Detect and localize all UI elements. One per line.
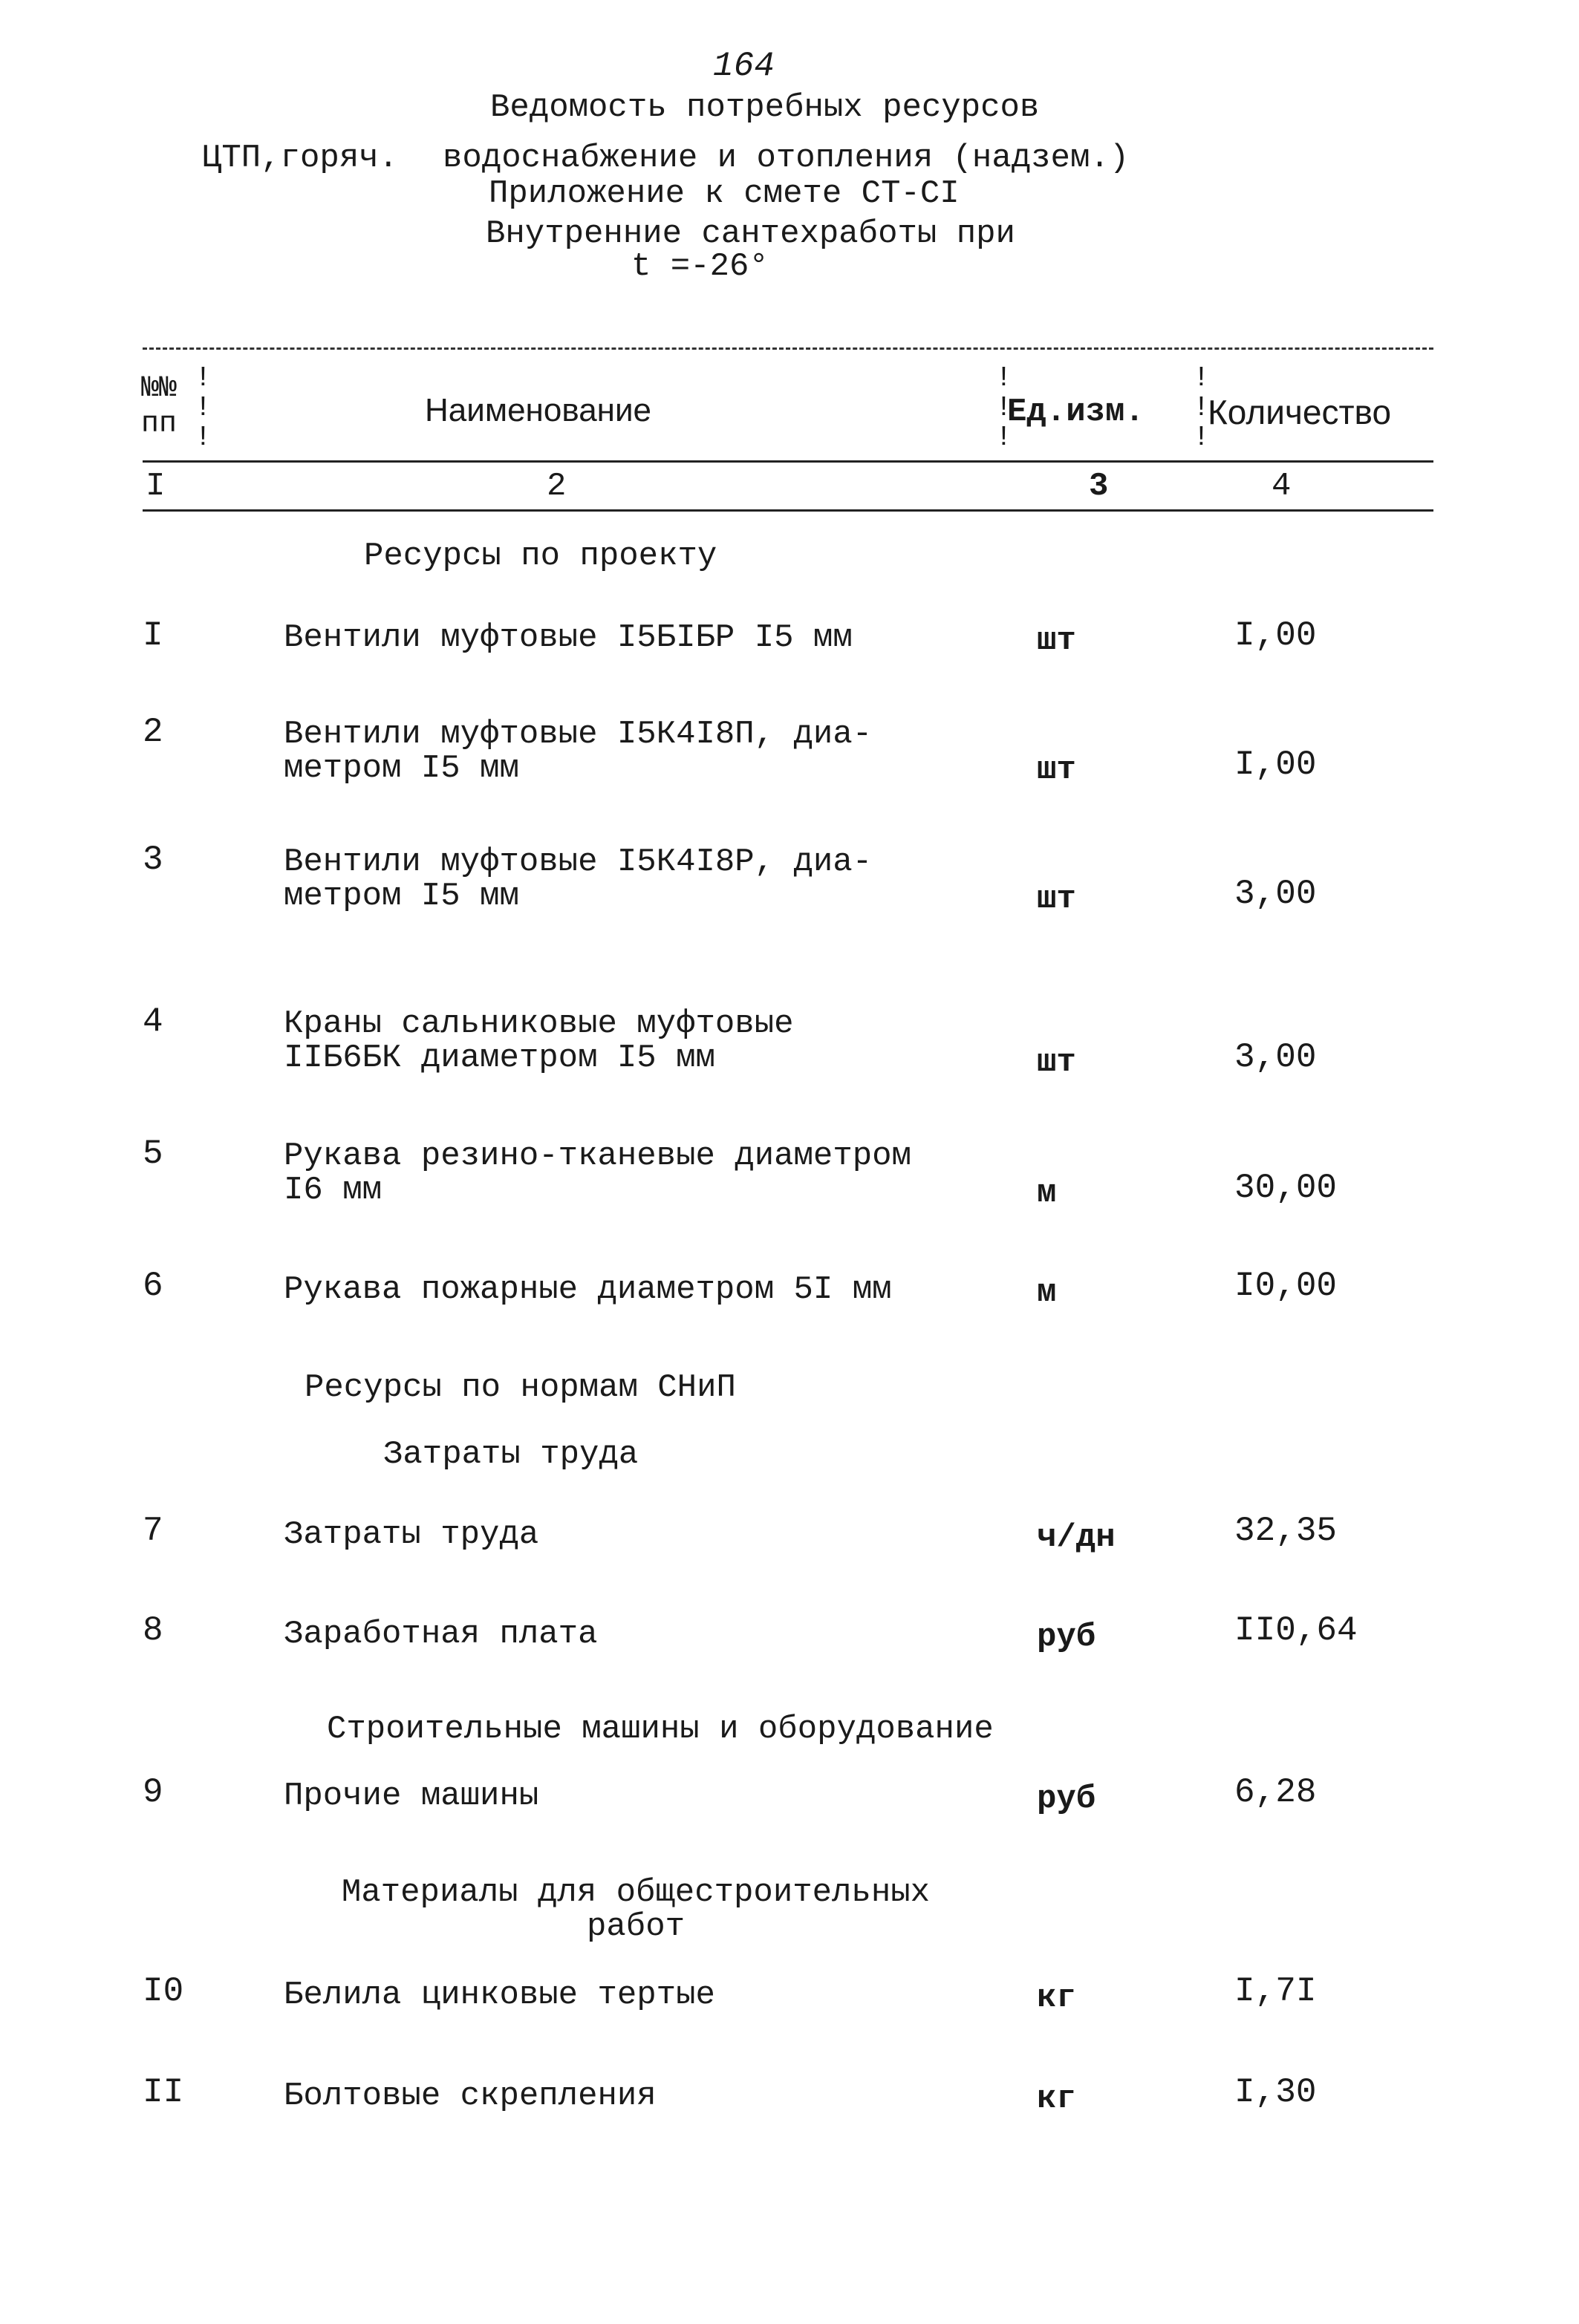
section-heading: Ресурсы по нормам СНиП <box>305 1369 736 1406</box>
row-unit: кг <box>1037 1979 1076 2017</box>
object-label: ЦТП,горяч. <box>202 140 399 177</box>
row-number: 8 <box>143 1611 163 1650</box>
appendix-line: Приложение к смете СТ-СI <box>489 175 960 212</box>
row-quantity: II0,64 <box>1234 1611 1358 1650</box>
row-name: Вентили муфтовые I5БIБР I5 мм <box>284 619 853 656</box>
row-number: I0 <box>143 1972 184 2011</box>
row-name: Заработная плата <box>284 1616 598 1653</box>
section-heading: Ресурсы по проекту <box>364 538 717 575</box>
row-quantity: 3,00 <box>1234 1038 1317 1077</box>
row-number: 2 <box>143 713 163 751</box>
work-type-line: Внутренние сантехработы при <box>486 215 1015 252</box>
column-index-1: I <box>146 468 166 505</box>
column-index-2: 2 <box>547 468 567 505</box>
row-quantity: I,00 <box>1234 745 1317 784</box>
row-name: Рукава резино-тканевые диаметром I6 мм <box>284 1137 911 1209</box>
row-unit: шт <box>1037 622 1076 659</box>
row-number: 7 <box>143 1512 163 1550</box>
row-quantity: 6,28 <box>1234 1773 1317 1812</box>
row-quantity: I0,00 <box>1234 1267 1338 1305</box>
column-header-number: №№ пп <box>141 372 178 441</box>
table-top-rule <box>143 347 1433 350</box>
row-number: II <box>143 2073 184 2112</box>
row-name: Вентили муфтовые I5К4I8П, диа- метром I5 мм <box>284 716 873 787</box>
row-name: Рукава пожарные диаметром 5I мм <box>284 1271 892 1308</box>
row-unit: м <box>1037 1175 1057 1212</box>
header-bottom-rule <box>143 509 1433 512</box>
row-name: Вентили муфтовые I5К4I8Р, диа- метром I5 мм <box>284 843 873 915</box>
row-quantity: I,30 <box>1234 2073 1317 2112</box>
document-subtitle: водоснабжение и отопления (надзем.) <box>443 140 1130 177</box>
column-separator: ! ! ! <box>1193 362 1210 454</box>
page-number: 164 <box>713 47 775 85</box>
row-quantity: 30,00 <box>1234 1169 1338 1207</box>
row-name: Затраты труда <box>284 1516 539 1553</box>
row-quantity: I,00 <box>1234 616 1317 655</box>
column-header-name: Наименование <box>425 392 652 428</box>
temperature-line: t =-26° <box>631 248 769 285</box>
column-index-3: 3 <box>1089 468 1109 505</box>
row-unit: шт <box>1037 751 1076 789</box>
section-heading: Строительные машины и оборудование <box>327 1711 994 1748</box>
column-header-quantity: Количество <box>1208 393 1392 431</box>
column-separator: ! ! ! <box>195 362 212 454</box>
row-quantity: I,7I <box>1234 1972 1317 2011</box>
row-quantity: 32,35 <box>1234 1512 1338 1550</box>
row-unit: шт <box>1037 881 1076 918</box>
row-number: 3 <box>143 841 163 879</box>
row-number: 4 <box>143 1002 163 1041</box>
section-subheading: Затраты труда <box>383 1436 639 1473</box>
row-unit: шт <box>1037 1044 1076 1081</box>
row-unit: м <box>1037 1274 1057 1311</box>
row-quantity: 3,00 <box>1234 875 1317 913</box>
header-mid-rule <box>143 460 1433 463</box>
row-number: I <box>143 616 163 655</box>
column-index-4: 4 <box>1272 468 1292 505</box>
row-number: 6 <box>143 1267 163 1305</box>
document-title: Ведомость потребных ресурсов <box>490 89 1040 126</box>
row-unit: ч/дн <box>1037 1519 1116 1556</box>
row-unit: кг <box>1037 2080 1076 2118</box>
section-heading: Материалы для общестроительных работ <box>341 1874 931 1945</box>
row-unit: руб <box>1037 1780 1096 1818</box>
row-number: 9 <box>143 1773 163 1812</box>
row-name: Белила цинковые тертые <box>284 1977 715 2014</box>
row-name: Прочие машины <box>284 1778 539 1815</box>
row-name: Краны сальниковые муфтовые IIБ6БК диаметром I5 мм <box>284 1005 794 1077</box>
row-name: Болтовые скрепления <box>284 2077 657 2115</box>
column-header-unit: Ед.изм. <box>1007 394 1145 431</box>
row-unit: руб <box>1037 1619 1096 1656</box>
column-separator: ! ! ! <box>995 362 1012 454</box>
row-number: 5 <box>143 1135 163 1173</box>
